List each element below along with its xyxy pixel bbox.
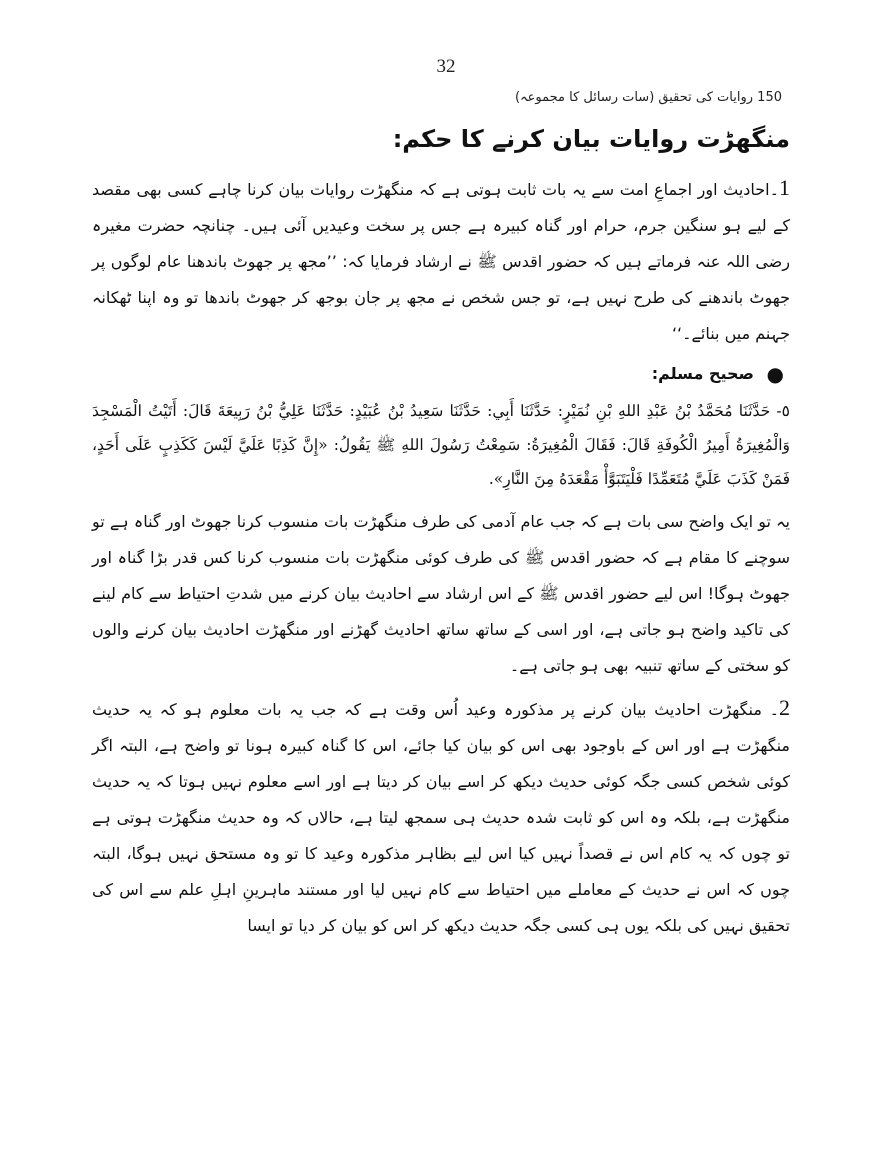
paragraph-2 <box>92 690 790 944</box>
page-number: 32 <box>436 56 456 77</box>
paragraph-explanation: یہ تو ایک واضح سی بات ہے کہ جب عام آدمی کی طرف منگھڑت بات منسوب کرنا جھوٹ اور گناہ ہے تو سوچنے کا مقام ہے کہ حضور اقدس ﷺ کی طرف کوئی منگھڑت بات منسوب کرنا کس قدر بڑا گناہ اور جھوٹ ہوگا! اس لیے حضور اقدس ﷺ کے اس ارشاد سے احادیث بیان کرنے میں شدتِ احتیاط سے کام لینے کی تاکید واضح ہو جاتی ہے، اور اسی کے ساتھ ساتھ احادیث گھڑنے اور منگھڑت احادیث بیان کرنے والوں کو سختی کے ساتھ تنبیہ بھی ہو جاتی ہے۔ <box>92 512 790 676</box>
paragraph-1 <box>92 170 790 352</box>
page-content <box>92 120 790 950</box>
paragraph-1-number: 1 <box>779 175 790 201</box>
running-header: 150 روایات کی تحقیق (سات رسائل کا مجموعہ) <box>514 90 782 105</box>
paragraph-2-number: 2 <box>779 695 790 721</box>
paragraph-2-text: ۔ منگھڑت احادیث بیان کرنے پر مذکورہ وعید اُس وقت ہے کہ جب یہ بات معلوم ہو کہ یہ حدیث منگھڑت ہے اور اس کے باوجود بھی اس کو بیان کیا جائے، اس کا گناہ کبیرہ ہونا تو واضح ہے، البتہ اگر کوئی شخص کسی جگہ کوئی حدیث دیکھ کر اسے بیان کر دیتا ہے اور اسے معلوم نہیں ہوتا کہ یہ حدیث منگھڑت ہے، بلکہ وہ اس کو ثابت شدہ حدیث ہی سمجھ لیتا ہے، حالاں کہ وہ حدیث منگھڑت ہوتی ہے تو چوں کہ یہ کام اس نے قصداً نہیں کیا اس لیے بظاہر مذکورہ وعید کا تو وہ مستحق نہیں ہوگا، البتہ چوں کہ اس نے حدیث کے معاملے میں احتیاط سے کام نہیں لیا اور مستند ماہرینِ اہلِ علم سے اس کی تحقیق نہیں کی بلکہ یوں ہی کسی جگہ حدیث دیکھ کر اس کو بیان کر دیا تو ایسا <box>92 700 791 936</box>
section-title: منگھڑت روایات بیان کرنے کا حکم: <box>392 125 790 153</box>
source-bullet-label: صحیح مسلم: <box>651 364 754 384</box>
arabic-hadith: ٥- حَدَّثَنَا مُحَمَّدُ بْنُ عَبْدِ اللهِ بْنِ نُمَيْرٍ: حَدَّثَنَا أَبِي: حَدَّثَنَا سَعِيدُ بْنُ عُبَيْدٍ: حَدَّثَنَا عَلِيُّ بْنُ رَبِيعَةَ قَالَ: أَتَيْتُ الْمَسْجِدَ وَالْمُغِيرَةُ أَمِيرُ الْكُوفَةِ قَالَ: فَقَالَ الْمُغِيرَةُ: سَمِعْتُ رَسُولَ اللهِ ﷺ يَقُولُ: «إِنَّ كَذِبًا عَلَيَّ لَيْسَ كَكَذِبٍ عَلَى أَحَدٍ، فَمَنْ كَذَبَ عَلَيَّ مُتَعَمِّدًا فَلْيَتَبَوَّأْ مَقْعَدَهُ مِنَ النَّارِ». <box>92 402 790 489</box>
paragraph-1-text: ۔احادیث اور اجماعِ امت سے یہ بات ثابت ہوتی ہے کہ منگھڑت روایات بیان کرنا چاہے کسی بھی مقصد کے لیے ہو سنگین جرم، حرام اور گناہ کبیرہ ہے جس پر سخت وعیدیں آئی ہیں۔ چنانچہ حضرت مغیرہ رضی اللہ عنہ فرماتے ہیں کہ حضور اقدس ﷺ نے ارشاد فرمایا کہ: ’’مجھ پر جھوٹ باندھنا عام لوگوں پر جھوٹ باندھنے کی طرح نہیں ہے، تو جس شخص نے مجھ پر جان بوجھ کر جھوٹ باندھا تو وہ اپنا ٹھکانہ جہنم میں بنائے۔‘‘ <box>92 180 790 344</box>
source-bullet <box>92 358 790 390</box>
bullet-dot-icon: ● <box>766 362 784 387</box>
